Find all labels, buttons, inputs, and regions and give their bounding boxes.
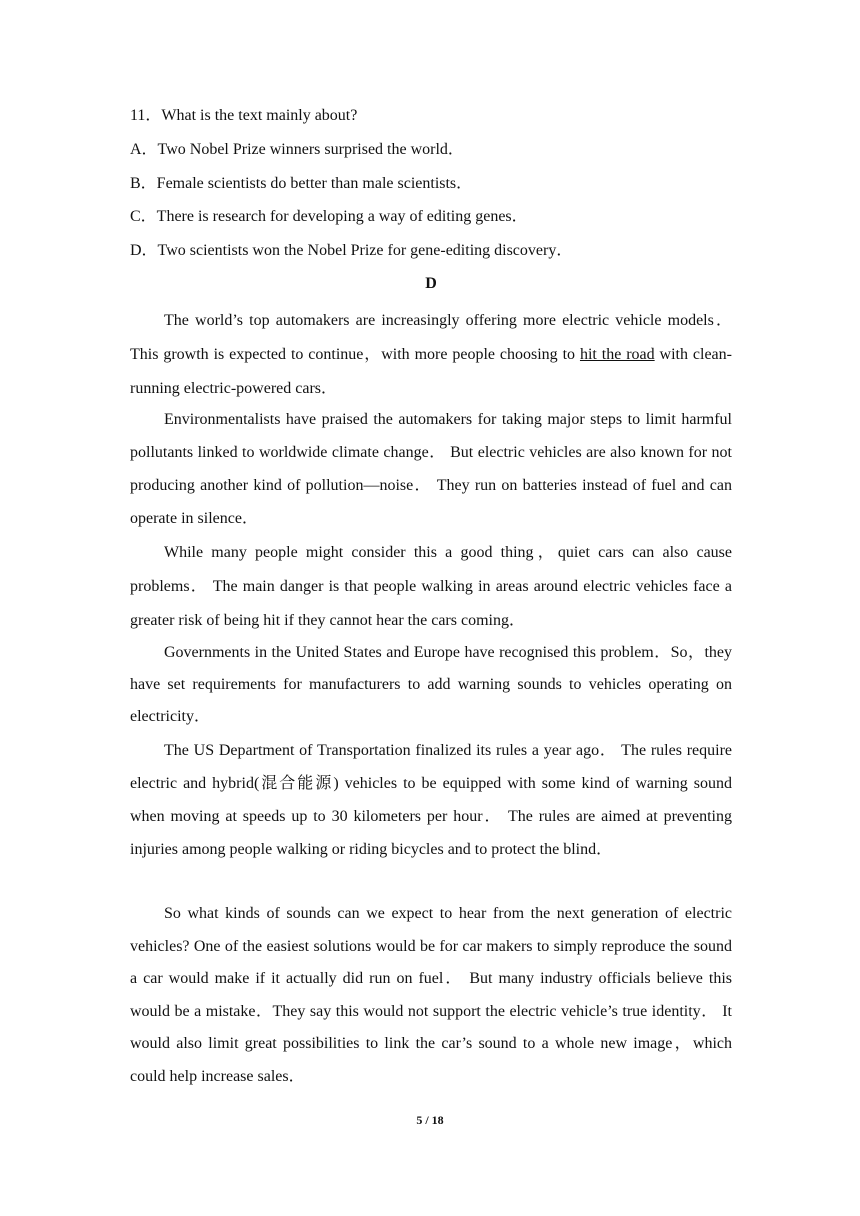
underlined-phrase: hit the road [579, 346, 655, 363]
paragraph-5: The US Department of Transportation finalized its rules a year ago． The rules require electric and hybrid(混合能源) vehicles to be equipped with some kind of warning sound when moving at speeds up to 30 kilometers per hour． The rules are aimed at preventing injuries among people walking or riding bicycles and to protect the blind． [130, 742, 732, 858]
option-a: A．Two Nobel Prize winners surprised the world． [130, 141, 464, 158]
page-number: 5 / 18 [416, 1113, 444, 1127]
question-stem: 11．What is the text mainly about? [130, 107, 358, 124]
paragraph-6: So what kinds of sounds can we expect to hear from the next generation of electric vehicles? One of the easiest solutions would be for car makers to simply reproduce the sound a car would make if it actually did run on fuel． But many industry officials believe this would be a mistake．They say this would not support the electric vehicle’s true identity． It would also limit great possibilities to link the car’s sound to a whole new image，which could help increase sales． [130, 905, 732, 1085]
paragraph-1 [130, 304, 732, 406]
option-d: D．Two scientists won the Nobel Prize for gene-editing discovery． [130, 242, 573, 259]
paragraph-2: Environmentalists have praised the automakers for taking major steps to limit harmful pollutants linked to worldwide climate change． But electric vehicles are also known for not producing another kind of pollution—noise． They run on batteries instead of fuel and can operate in silence． [130, 411, 732, 527]
option-b: B．Female scientists do better than male scientists． [130, 175, 473, 192]
section-title: D [425, 275, 437, 292]
paragraph-3: While many people might consider this a good thing，quiet cars can also cause problems． The main danger is that people walking in areas around electric vehicles face a greater risk of being hit if they cannot hear the cars coming． [130, 544, 732, 629]
paragraph-1-text-start: The world’s top automakers are increasingly offering more electric vehicle models． This growth is expected to continue，with more people choosing to [130, 312, 732, 363]
option-c: C．There is research for developing a way of editing genes． [130, 208, 528, 225]
paragraph-1-text-end: with clean-running electric-powered cars． [130, 346, 732, 397]
paragraph-4: Governments in the United States and Europe have recognised this problem．So，they have set requirements for manufacturers to add warning sounds to vehicles operating on electricity． [130, 644, 732, 725]
